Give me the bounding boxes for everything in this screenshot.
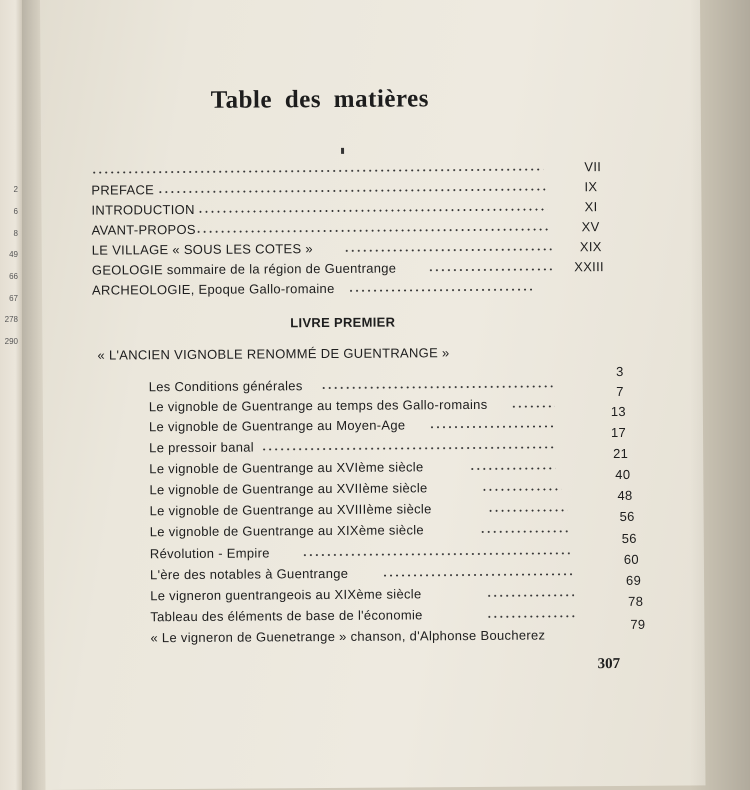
book-page: [40, 0, 705, 790]
leader-dots: [261, 446, 555, 450]
left-edge-number: 49: [9, 250, 18, 259]
page-shadow: [690, 0, 750, 790]
toc-entry: [92, 279, 604, 303]
toc-entry-label: INTRODUCTION: [91, 201, 195, 218]
leader-dots: [481, 488, 561, 491]
toc-entry-label: GEOLOGIE sommaire de la région de Guentrange: [91, 260, 397, 278]
left-edge-number: 278: [4, 315, 18, 324]
toc-entry-page: IX: [584, 179, 598, 195]
toc-entry-page: XXIII: [574, 259, 604, 275]
toc-entry-label: PREFACE: [91, 182, 155, 198]
page-title: Table des matières: [210, 85, 430, 114]
left-edge-number: 66: [9, 272, 18, 281]
toc-entry-page: XV: [581, 219, 600, 235]
toc-entry-page: 40: [615, 466, 631, 482]
leader-dots: [157, 188, 545, 193]
left-edge-number: 8: [13, 229, 18, 238]
toc-entry-label: Le vignoble de Guentrange au temps des Gallo-romains: [148, 396, 488, 415]
toc-entry-page: 17: [610, 424, 627, 441]
leader-dots: [429, 425, 555, 428]
leader-dots: [511, 405, 555, 407]
leader-dots: [382, 573, 574, 576]
leader-dots: [428, 268, 552, 271]
toc-entry-label: Les Conditions générales: [148, 378, 303, 395]
toc-entry-label: Le vignoble de Guentrange au XVIIème siècle: [149, 480, 428, 498]
toc-entry-page: 48: [617, 487, 633, 503]
toc-entry-page: 69: [625, 572, 642, 588]
leader-dots: [480, 530, 570, 533]
section-title: LIVRE PREMIER: [290, 314, 396, 331]
toc-entry-label: Le vignoble de Guentrange au XVIIIème siècle: [149, 501, 432, 519]
toc-entry-label: Révolution - Empire: [149, 545, 270, 562]
leader-dots: [302, 552, 570, 556]
toc-entry-label: Le vignoble de Guentrange au Moyen-Age: [148, 417, 406, 435]
leader-dots: [321, 385, 553, 389]
toc-entry-label: AVANT-PROPOS: [91, 221, 196, 238]
leader-dots: [488, 509, 568, 512]
left-edge-number: 67: [9, 294, 18, 303]
leader-dots: [197, 208, 547, 212]
toc-entry-label: Le vignoble de Guentrange au XVIème siècle: [149, 459, 424, 477]
left-edge-number: 2: [13, 185, 18, 194]
toc-entry-page: 78: [628, 593, 644, 609]
toc-entry-page: 3: [616, 363, 624, 379]
toc-entry-page: VII: [584, 159, 602, 175]
toc-entry-label: Le pressoir banal: [149, 439, 255, 456]
left-page-edge: [0, 0, 22, 790]
leader-dots: [348, 289, 532, 292]
toc-entry-page: XIX: [579, 239, 602, 255]
toc-entry-label: « Le vigneron de Guenetrange » chanson, d'Alphonse Boucherez: [150, 627, 546, 646]
ink-mark: [341, 148, 344, 154]
toc-entry-page: 60: [623, 551, 639, 567]
toc-entry-label: Le vigneron guentrangeois au XIXème siècle: [150, 586, 422, 604]
toc-entry-label: ARCHEOLOGIE, Epoque Gallo-romaine: [91, 280, 335, 298]
toc-entry-page: 7: [616, 383, 624, 399]
toc-entry-page: 13: [610, 403, 626, 420]
toc-entry-page: 21: [613, 445, 629, 462]
leader-dots: [196, 228, 550, 232]
toc-entry-page: 56: [619, 508, 635, 524]
toc-entry-page: 79: [630, 616, 646, 632]
toc-entry-page: XI: [584, 199, 598, 215]
leader-dots: [486, 615, 576, 618]
toc-entry-label: Le vignoble de Guentrange au XIXème siècle: [149, 522, 424, 540]
leader-dots: [469, 467, 555, 470]
toc-entry-label: Tableau des éléments de base de l'économie: [150, 607, 423, 625]
toc-entry-label: LE VILLAGE « SOUS LES COTES »: [91, 241, 313, 258]
leader-dots: [486, 594, 574, 597]
left-edge-number: 6: [13, 207, 18, 216]
section-subtitle: « L'ANCIEN VIGNOBLE RENOMMÉ DE GUENTRANGE »: [97, 345, 450, 363]
toc-entry-label: L'ère des notables à Guentrange: [149, 565, 349, 583]
leader-dots: [91, 168, 543, 173]
page-number: 307: [597, 655, 621, 673]
leader-dots: [344, 248, 552, 251]
left-edge-number: 290: [4, 337, 18, 346]
toc-entry-page: 56: [621, 530, 637, 546]
